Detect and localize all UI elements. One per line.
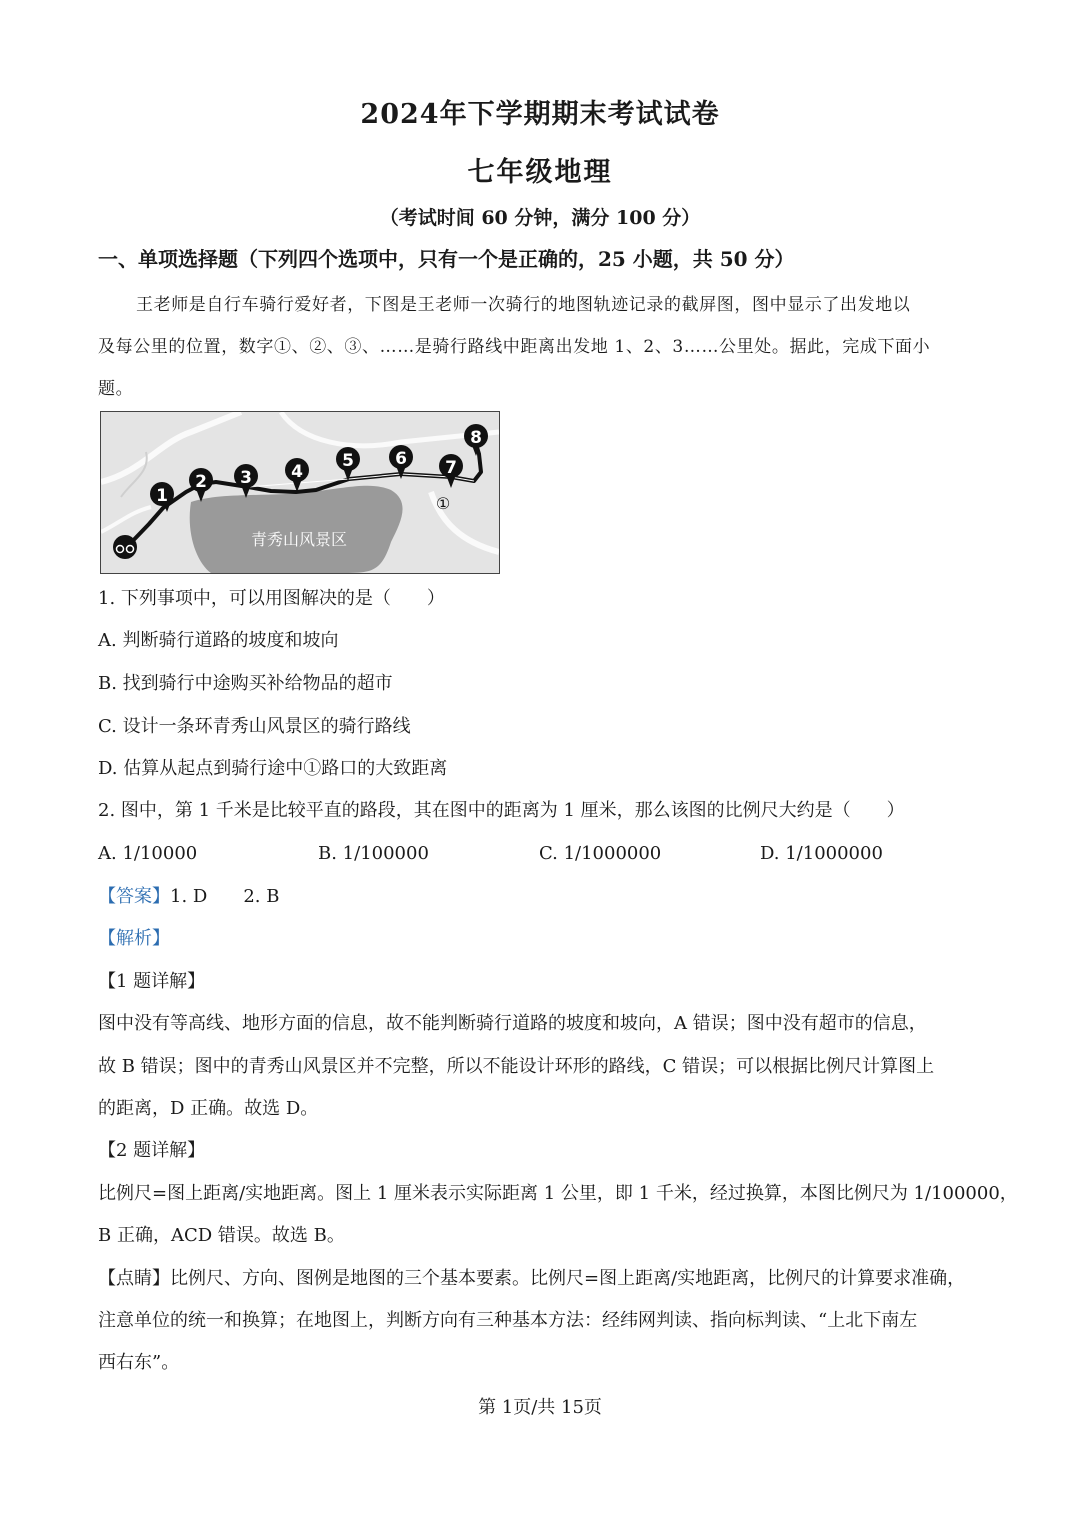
- tip-line-3: 西右东”。: [98, 1352, 180, 1373]
- q1-option-a: A. 判断骑行道路的坡度和坡向: [98, 630, 339, 651]
- q2-option-a: A. 1/10000: [98, 843, 198, 864]
- answer-row: [98, 885, 988, 909]
- scenic-area-label: 青秀山风景区: [251, 530, 348, 549]
- junction-label: ①: [435, 494, 451, 513]
- route-map-svg: [101, 412, 499, 573]
- detail-1-line-2: 故 B 错误；图中的青秀山风景区并不完整，所以不能设计环形的路线，C 错误；可以根据比例尺计算图上: [98, 1056, 935, 1077]
- page-footer: 第 1页/共 15页: [478, 1397, 602, 1418]
- page-subtitle: 七年级地理: [467, 157, 613, 188]
- detail-2-line-1: 比例尺=图上距离/实地距离。图上 1 厘米表示实际距离 1 公里，即 1 千米，经过换算，本图比例尺为 1/100000，: [98, 1183, 1018, 1204]
- q2-option-c: C. 1/1000000: [539, 843, 662, 864]
- exam-info: （考试时间 60 分钟，满分 100 分）: [379, 207, 701, 229]
- q2-option-d: D. 1/1000000: [760, 843, 883, 864]
- tip-text-1: 比例尺、方向、图例是地图的三个基本要素。比例尺=图上距离/实地距离，比例尺的计算要求准确，: [170, 1268, 966, 1289]
- detail-1-title: 【1 题详解】: [98, 971, 206, 992]
- tip-line-1: [98, 1267, 988, 1291]
- route-map: [100, 411, 500, 574]
- svg-text:5: 5: [342, 451, 354, 471]
- svg-text:4: 4: [291, 462, 303, 482]
- svg-text:3: 3: [240, 468, 252, 488]
- detail-1-line-1: 图中没有等高线、地形方面的信息，故不能判断骑行道路的坡度和坡向，A 错误；图中没有超市的信息，: [98, 1013, 927, 1034]
- answer-1: 1. D: [170, 886, 208, 907]
- answer-2: 2. B: [243, 886, 280, 907]
- intro-line-3: 题。: [98, 379, 134, 399]
- svg-text:6: 6: [395, 449, 407, 469]
- svg-text:2: 2: [195, 472, 207, 492]
- svg-text:8: 8: [470, 428, 482, 448]
- svg-text:1: 1: [156, 486, 168, 506]
- svg-text:7: 7: [445, 458, 457, 478]
- q1-option-b: B. 找到骑行中途购买补给物品的超市: [98, 673, 393, 694]
- intro-line-1: 王老师是自行车骑行爱好者，下图是王老师一次骑行的地图轨迹记录的截屏图，图中显示了出发地以: [136, 295, 911, 315]
- tip-line-2: 注意单位的统一和换算；在地图上，判断方向有三种基本方法：经纬网判读、指向标判读、“上北下南左: [98, 1310, 918, 1331]
- q2-stem: 2. 图中，第 1 千米是比较平直的路段，其在图中的距离为 1 厘米，那么该图的比例尺大约是（ ）: [98, 800, 905, 821]
- page-title: 2024年下学期期末考试试卷: [360, 99, 720, 130]
- section-heading: 一、单项选择题（下列四个选项中，只有一个是正确的，25 小题，共 50 分）: [98, 247, 795, 271]
- analysis-label: 【解析】: [98, 928, 170, 949]
- q1-option-c: C. 设计一条环青秀山风景区的骑行路线: [98, 716, 411, 737]
- q1-stem: 1. 下列事项中，可以用图解决的是（ ）: [98, 588, 445, 609]
- q1-option-d: D. 估算从起点到骑行途中①路口的大致距离: [98, 758, 448, 779]
- answer-label: 【答案】: [98, 886, 170, 907]
- detail-2-title: 【2 题详解】: [98, 1140, 206, 1161]
- q2-option-b: B. 1/100000: [318, 843, 429, 864]
- detail-2-line-2: B 正确，ACD 错误。故选 B。: [98, 1225, 345, 1246]
- detail-1-line-3: 的距离，D 正确。故选 D。: [98, 1098, 319, 1119]
- intro-line-2: 及每公里的位置，数字①、②、③、……是骑行路线中距离出发地 1、2、3……公里处。据此，完成下面小: [98, 337, 931, 357]
- tip-label: 【点睛】: [98, 1268, 170, 1289]
